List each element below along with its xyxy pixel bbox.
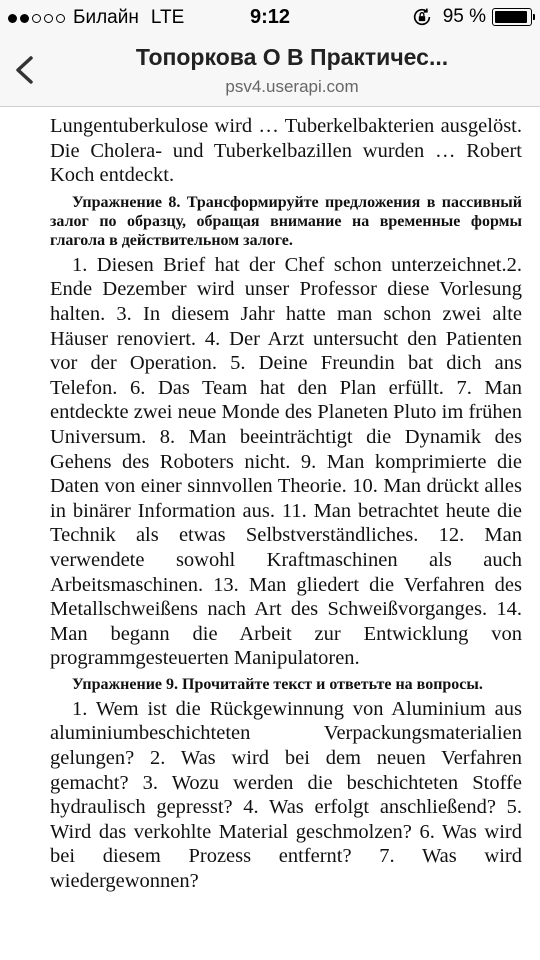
document-content xyxy=(50,114,522,894)
back-button[interactable] xyxy=(6,50,46,90)
exercise-8-heading: Упражнение 8. Трансформируйте предложения в пассивный залог по образцу, обращая внимание на временные формы глагола в действительном залоге. xyxy=(50,193,522,249)
exercise-8-text: 1. Diesen Brief hat der Chef schon unterzeichnet.2. Ende Dezember wird unser Professor diese Vorlesung halten. 3. In diesem Jahr hatte man schon zwei alte Häuser renoviert. 4. Der Arzt untersucht den Patienten vor der Operation. 5. Deine Freundin bat dich ans Telefon. 6. Das Team hat den Plan erfüllt. 7. Man entdeckte zwei neue Monde des Planeten Pluto im frühen Universum. 8. Man beeinträchtigt die Dynamik des Gehens des Roboters nicht. 9. Man komprimierte die Daten von einer sinnvollen Theorie. 10. Man drückt alles in binärer Information aus. 11. Man betrachtet heute die Technik als etwas Selbstverständliches. 12. Man verwendete sowohl Kraftmaschinen als auch Arbeitsmaschinen. 13. Man gliedert die Verfahren des Metallschweißens nach Art des Schweißvorganges. 14. Man begann die Arbeit zur Entwicklung von programmgesteuerten Manipulatoren. xyxy=(50,253,522,670)
document-title: Топоркова О В Практичес... xyxy=(135,44,449,70)
exercise-9-text: 1. Wem ist die Rückgewinnung von Aluminium aus aluminiumbeschichteten Verpackungsmaterialien gelungen? 2. Was wird bei dem neuen Verfahren gemacht? 3. Wozu werden die beschichteten Stoffe hydraulisch gepresst? 4. Was erfolgt anschließend? 5. Wird das verkohlte Material geschmolzen? 6. Was wird bei diesem Prozess entfernt? 7. Was wird wiedergewonnen? xyxy=(50,697,522,893)
battery-fill xyxy=(495,11,527,23)
battery-percentage: 95 % xyxy=(442,6,486,27)
previous-paragraph: Lungentuberkulose wird … Tuberkelbakterien ausgelöst. Die Cholera- und Tuberkelbazillen wurden … Robert Koch entdeckt. xyxy=(50,115,522,187)
document-url[interactable]: psv4.userapi.com xyxy=(225,77,359,96)
orientation-lock-icon xyxy=(411,6,433,28)
battery-icon xyxy=(492,8,532,26)
chevron-left-icon xyxy=(18,58,31,82)
navigation-bar xyxy=(0,36,540,107)
exercise-9-heading: Упражнение 9. Прочитайте текст и ответьте на вопросы. xyxy=(72,675,483,693)
carrier-name: Билайн xyxy=(73,7,139,28)
network-type: LTE xyxy=(150,7,185,28)
status-bar xyxy=(0,0,540,36)
status-time: 9:12 xyxy=(249,6,291,28)
status-right xyxy=(411,5,532,29)
